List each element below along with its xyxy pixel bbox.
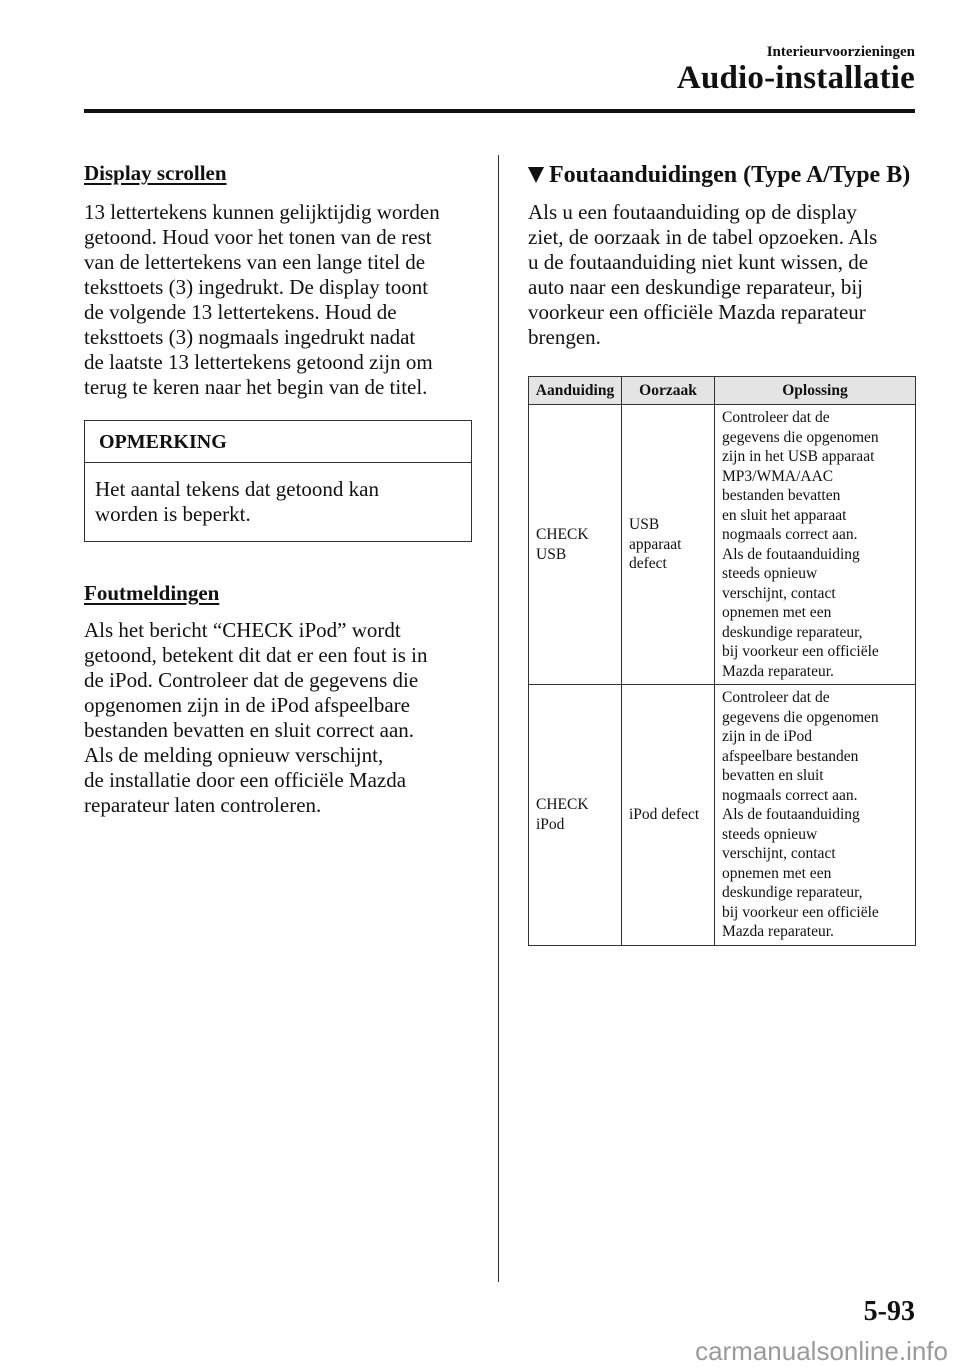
text-line: Als de foutaanduiding <box>722 545 860 563</box>
text-line: afspeelbare bestanden <box>722 747 859 765</box>
cell-aanduiding <box>529 685 622 946</box>
triangle-bullet-icon <box>528 167 544 183</box>
text-line: 13 lettertekens kunnen gelijktijdig worden <box>84 200 440 224</box>
text-line: reparateur laten controleren. <box>84 793 322 817</box>
error-table <box>528 376 916 946</box>
text-line: Controleer dat de <box>722 689 830 706</box>
text-line: nogmaals correct aan. <box>722 526 858 543</box>
text-line: opnemen met een <box>722 864 832 882</box>
text-line: de iPod. Controleer dat de gegevens die <box>84 668 419 692</box>
cell-oorzaak <box>622 405 715 685</box>
text-line: bestanden bevatten <box>722 487 841 504</box>
cell-oplossing <box>715 685 916 946</box>
text-line: en sluit het apparaat <box>722 506 847 524</box>
text-line: verschijnt, contact <box>722 584 836 602</box>
text-line: bestanden bevatten en sluit correct aan. <box>84 718 415 742</box>
heading-display-scrollen: Display scrollen <box>84 161 227 185</box>
text-line: verschijnt, contact <box>722 845 836 862</box>
text-line: de volgende 13 lettertekens. Houd de <box>84 300 397 324</box>
text-line: teksttoets (3) ingedrukt. De display toont <box>84 275 429 299</box>
text-line: iPod <box>536 815 565 833</box>
heading-foutmeldingen: Foutmeldingen <box>84 581 220 605</box>
column-header: Oorzaak <box>622 377 715 405</box>
heading-text: Foutaanduidingen (Type A/Type B) <box>549 162 911 188</box>
text-line: deskundige reparateur, <box>722 623 863 641</box>
note-box <box>84 420 472 542</box>
text-line: getoond. Houd voor het tonen van de rest <box>84 225 432 249</box>
note-heading: OPMERKING <box>85 421 471 463</box>
paragraph-foutmeldingen <box>84 618 474 818</box>
note-body <box>85 463 471 541</box>
text-line: worden is beperkt. <box>95 502 251 526</box>
text-line: Het aantal tekens dat getoond kan <box>95 477 379 501</box>
header-rule <box>84 109 915 113</box>
cell-oplossing <box>715 405 916 685</box>
column-header: Oplossing <box>715 377 916 405</box>
text-line: Als u een foutaanduiding op de display <box>528 200 857 224</box>
text-line: steeds opnieuw <box>722 565 818 582</box>
text-line: bij voorkeur een officiële <box>722 903 879 921</box>
text-line: Als de melding opnieuw verschijnt, <box>84 743 384 767</box>
page-title: Audio-installatie <box>676 60 915 96</box>
column-divider <box>498 155 499 1282</box>
text-line: apparaat <box>629 535 682 553</box>
text-line: Als de foutaanduiding <box>722 806 860 823</box>
text-line: auto naar een deskundige reparateur, bij <box>528 275 864 299</box>
watermark: carmanualsonline.info <box>695 1336 948 1366</box>
cell-oorzaak <box>622 685 715 946</box>
text-line: zijn in het USB apparaat <box>722 448 875 465</box>
text-line: nogmaals correct aan. <box>722 786 858 804</box>
page-number: 5-93 <box>863 1296 915 1327</box>
paragraph-foutaanduidingen <box>528 200 916 350</box>
cell-aanduiding <box>529 405 622 685</box>
text-line: de installatie door een officiële Mazda <box>84 768 407 792</box>
text-line: Controleer dat de <box>722 409 830 426</box>
paragraph-display-scrollen <box>84 200 474 400</box>
text-line: deskundige reparateur, <box>722 884 863 901</box>
text-line: CHECK <box>536 526 589 543</box>
text-line: Als het bericht “CHECK iPod” wordt <box>84 618 401 642</box>
text-line: defect <box>629 555 667 573</box>
text-line: iPod defect <box>629 806 700 823</box>
text-line: ziet, de oorzaak in de tabel opzoeken. Als <box>528 225 878 249</box>
right-column <box>528 160 916 946</box>
text-line: u de foutaanduiding niet kunt wissen, de <box>528 250 869 274</box>
text-line: opnemen met een <box>722 604 832 621</box>
text-line: opgenomen zijn in de iPod afspeelbare <box>84 693 410 717</box>
text-line: terug te keren naar het begin van de titel. <box>84 375 428 399</box>
table-header-row <box>529 377 916 405</box>
text-line: de laatste 13 lettertekens getoond zijn om <box>84 350 433 374</box>
text-line: steeds opnieuw <box>722 825 818 843</box>
text-line: bevatten en sluit <box>722 767 824 784</box>
text-line: CHECK <box>536 796 589 814</box>
text-line: voorkeur een officiële Mazda reparateur <box>528 300 866 324</box>
text-line: bij voorkeur een officiële <box>722 643 879 660</box>
text-line: getoond, betekent dit dat er een fout is in <box>84 643 428 667</box>
text-line: teksttoets (3) nogmaals ingedrukt nadat <box>84 325 416 349</box>
text-line: Mazda reparateur. <box>722 923 834 940</box>
text-line: USB <box>536 545 567 563</box>
table-row <box>529 405 916 685</box>
text-line: van de lettertekens van een lange titel de <box>84 250 426 274</box>
section-label: Interieurvoorzieningen <box>766 44 915 60</box>
left-column <box>84 160 474 818</box>
column-header: Aanduiding <box>529 377 622 405</box>
heading-foutaanduidingen <box>528 160 916 190</box>
text-line: gegevens die opgenomen <box>722 428 879 446</box>
text-line: MP3/WMA/AAC <box>722 467 834 485</box>
table-row <box>529 685 916 946</box>
text-line: USB <box>629 516 660 534</box>
text-line: brengen. <box>528 325 601 349</box>
text-line: zijn in de iPod <box>722 728 812 745</box>
text-line: Mazda reparateur. <box>722 662 834 680</box>
text-line: gegevens die opgenomen <box>722 708 879 726</box>
